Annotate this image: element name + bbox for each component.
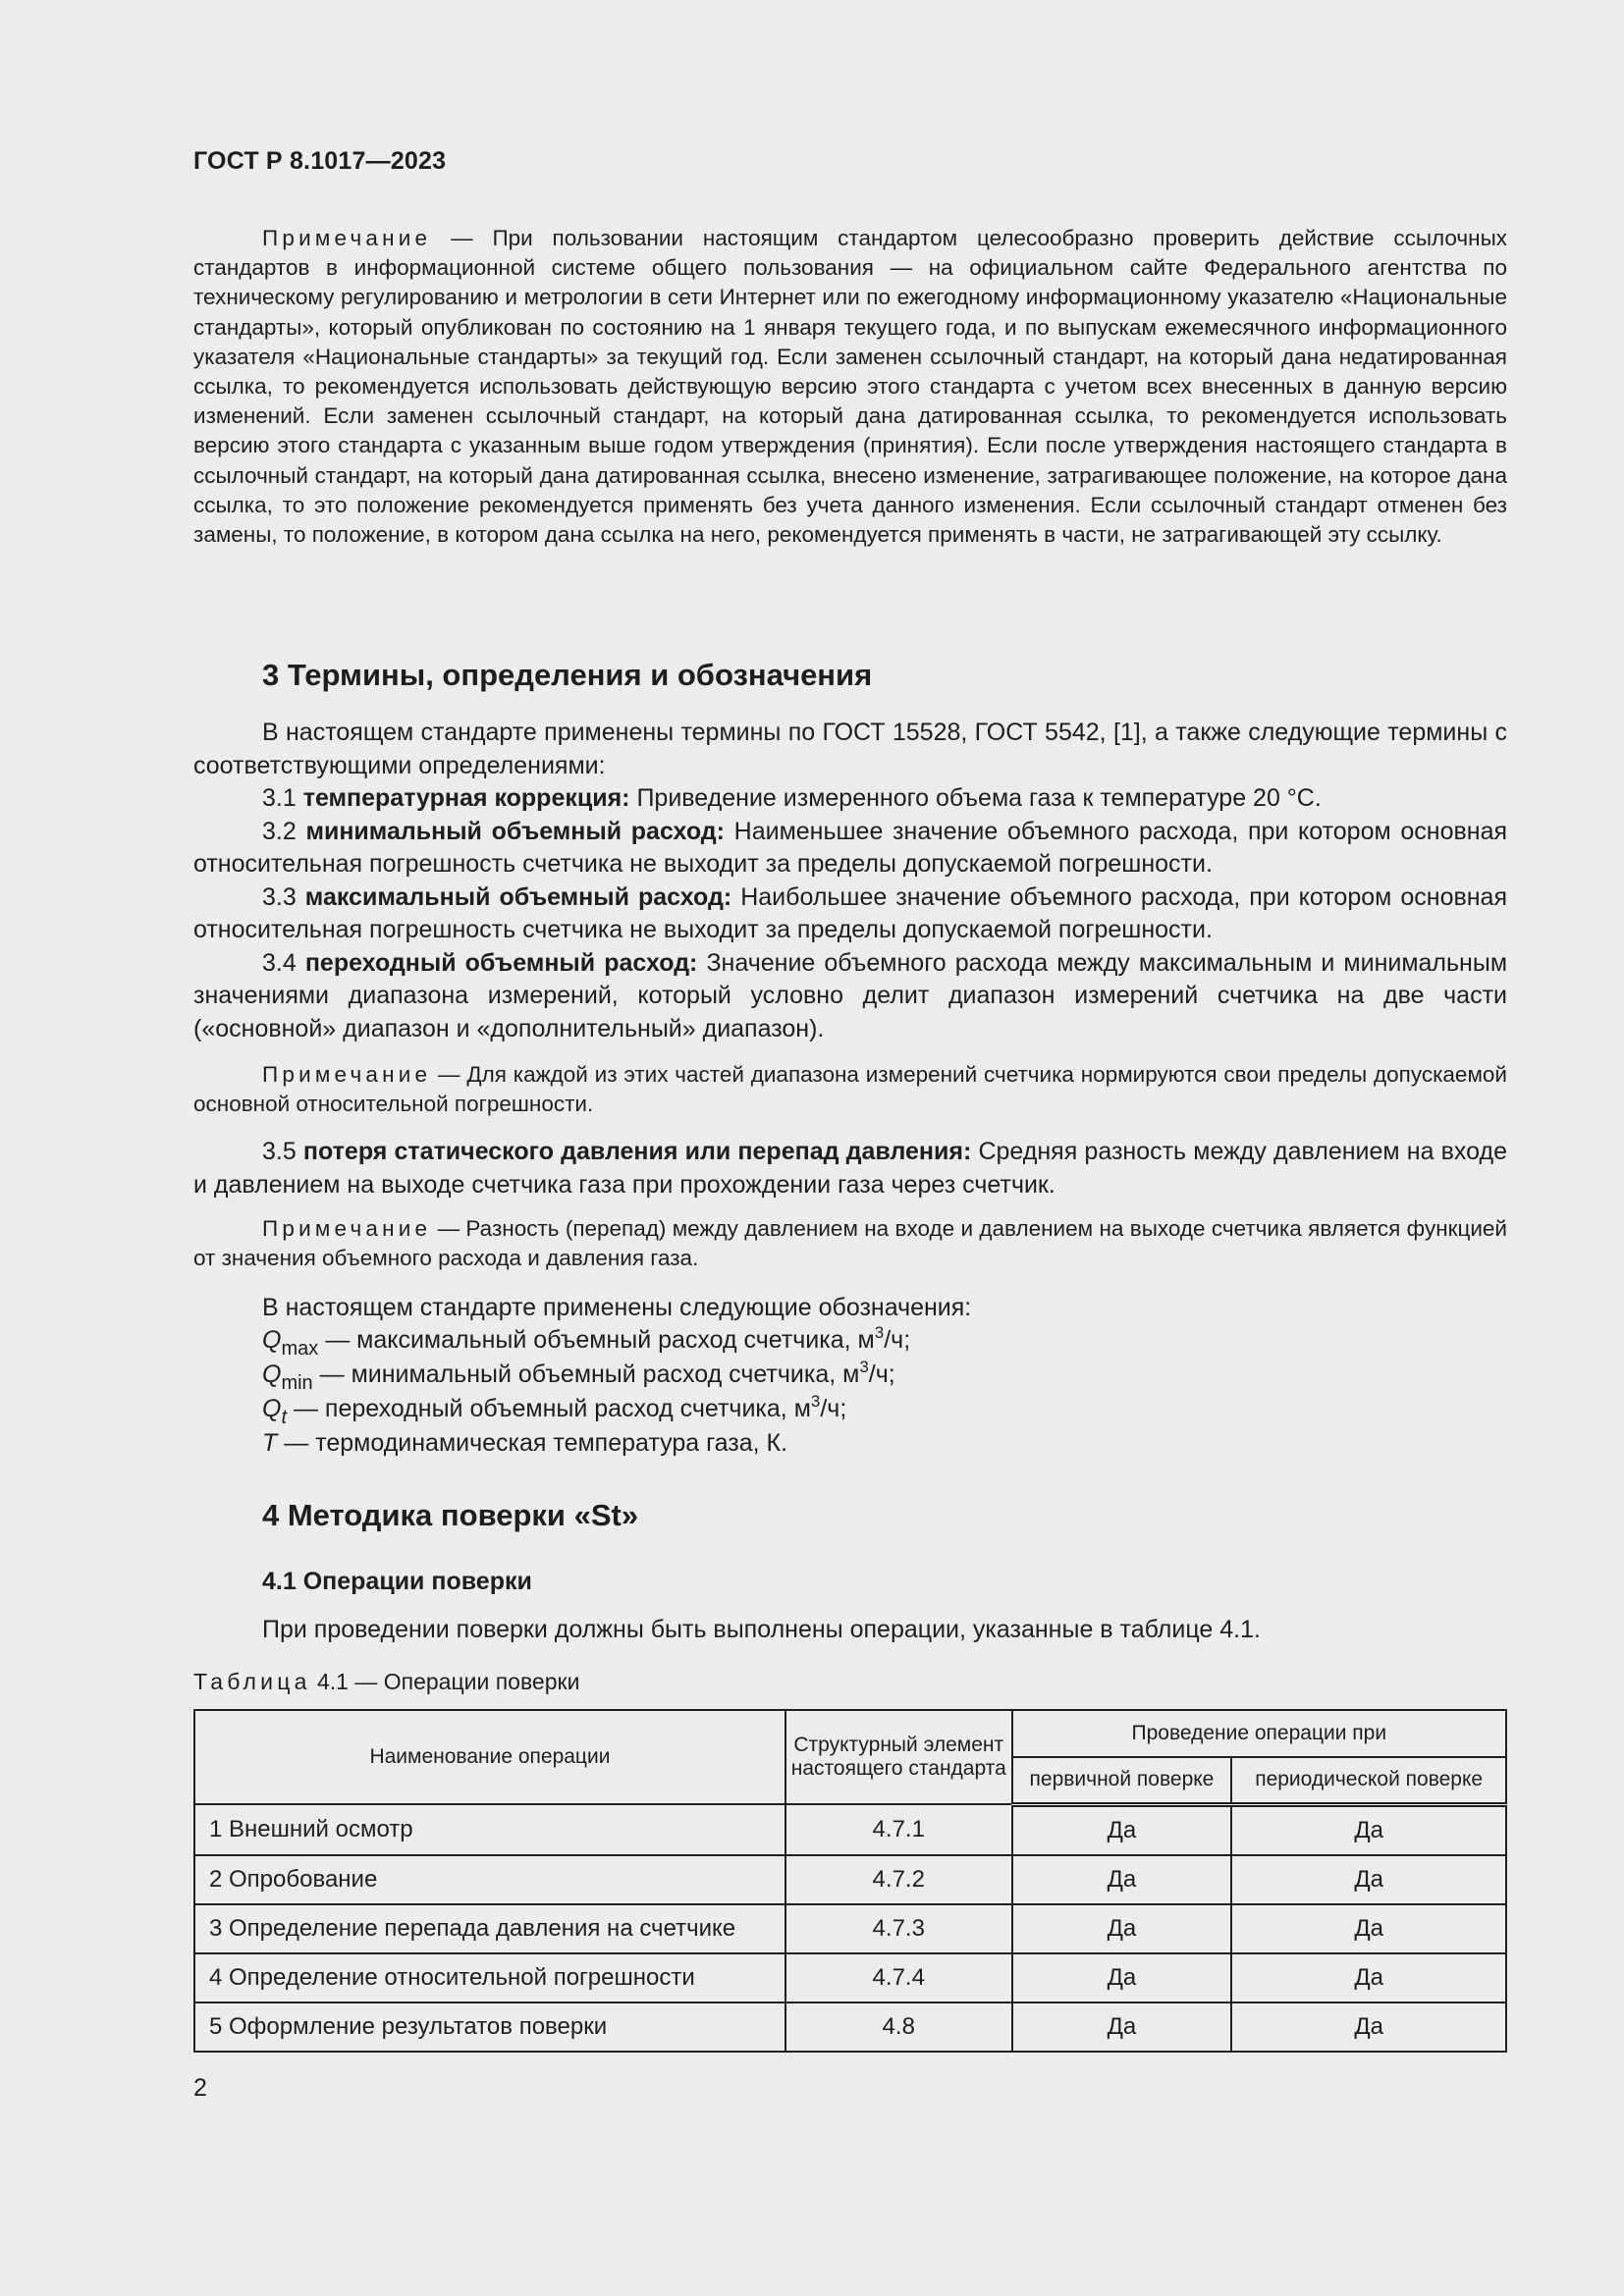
- cell-periodic: Да: [1231, 1904, 1506, 1953]
- note-text: — При пользовании настоящим стандартом целесообразно проверить действие ссылочных стандартов в информационной системе общего пользования — на официальном сайте Федерального агентства по техническому регулированию и метрологии в сети Интернет или по ежегодному информационному указателю «Национальные стандарты», который опубликован по состоянию на 1 января текущего года, и по выпускам ежемесячного информационного указателя «Национальные стандарты» за текущий год. Если заменен ссылочный стандарт, на который дана недатированная ссылка, то рекомендуется использовать действующую версию этого стандарта с учетом всех внесенных в данную версию изменений. Если заменен ссылочный стандарт, на который дана датированная ссылка, то рекомендуется использовать версию этого стандарта с указанным выше годом утверждения (принятия). Если после утверждения настоящего стандарта в ссылочный стандарт, на который дана датированная ссылка, внесено изменение, затрагивающее положение, на которое дана ссылка, то это положение рекомендуется применять без учета данного изменения. Если ссылочный стандарт отменен без замены, то положение, в котором дана ссылка на него, рекомендуется применять в части, не затрагивающей эту ссылку.: [193, 226, 1507, 548]
- note-text: — Для каждой из этих частей диапазона измерений счетчика нормируются свои пределы допускаемой основной относительной погрешности.: [193, 1062, 1507, 1117]
- term-name: максимальный объемный расход:: [304, 882, 732, 911]
- symbols-list: [262, 1292, 971, 1460]
- symbol-qmax: $Q_{max}$ — максимальный объемный расход счетчика, $м^3/ч$;: [262, 1323, 911, 1360]
- cell-element: 4.8: [785, 2002, 1012, 2052]
- cell-name: 1 Внешний осмотр: [194, 1804, 785, 1855]
- cell-name: 2 Опробование: [194, 1855, 785, 1904]
- section-4-title: 4 Методика поверки «St»: [262, 1498, 639, 1532]
- cell-element: 4.7.4: [785, 1953, 1012, 2002]
- term-definition: Значение объемного расхода между максимальным и минимальным значениями диапазона измерений, который условно делит диапазон измерений счетчика на две части («основной» диапазон и «дополнительный» диапазон).: [193, 948, 1508, 1042]
- term-name: температурная коррекция:: [302, 784, 630, 812]
- cell-element: 4.7.2: [785, 1855, 1012, 1904]
- symbols-intro: В настоящем стандарте применены следующие обозначения:: [262, 1294, 972, 1321]
- col-header-group: Проведение операции при: [1012, 1710, 1506, 1757]
- col-header-primary: первичной поверке: [1012, 1757, 1232, 1804]
- cell-periodic: Да: [1231, 1804, 1506, 1855]
- table-label: Таблица: [193, 1669, 311, 1694]
- term-3-2: [193, 816, 1507, 881]
- cell-periodic: Да: [1231, 2002, 1506, 2052]
- document-id-header: ГОСТ Р 8.1017—2023: [193, 147, 447, 175]
- subsection-4-1-title: 4.1 Операции поверки: [262, 1568, 532, 1595]
- cell-primary: Да: [1012, 1904, 1232, 1953]
- term-definition: Наименьшее значение объемного расхода, при котором основная относительная погрешность счетчика не выходит за пределы допускаемой погрешности.: [193, 817, 1508, 878]
- cell-periodic: Да: [1231, 1953, 1506, 2002]
- cell-name: 5 Оформление результатов поверки: [194, 2002, 785, 2052]
- note-3-5: [193, 1214, 1507, 1273]
- cell-periodic: Да: [1231, 1855, 1506, 1904]
- term-3-1: [193, 782, 1507, 816]
- symbol-t: T — термодинамическая температура газа, К.: [262, 1429, 788, 1457]
- cell-element: 4.7.1: [785, 1804, 1012, 1855]
- col-header-element: Структурный элемент настоящего стандарта: [785, 1710, 1012, 1804]
- term-definition: Наибольшее значение объемного расхода, при котором основная относительная погрешность счетчика не выходит за пределы допускаемой погрешности.: [193, 882, 1507, 943]
- note-3-4: [193, 1060, 1507, 1119]
- section-3-title: 3 Термины, определения и обозначения: [262, 658, 873, 692]
- symbol-qmin: $Q_{min}$ — минимальный объемный расход счетчика, $м^3/ч$;: [262, 1358, 895, 1394]
- term-3-4: [193, 947, 1507, 1046]
- term-name: потеря статического давления или перепад давления:: [302, 1138, 972, 1165]
- table-caption: [193, 1669, 579, 1695]
- table-row: [194, 1855, 1506, 1904]
- term-number: 3.1: [262, 784, 303, 812]
- term-name: минимальный объемный расход:: [305, 817, 725, 845]
- symbol-qt: $Q_t$ — переходный объемный расход счетчика, $м^3/ч$;: [262, 1392, 847, 1428]
- operations-table: [193, 1709, 1507, 2053]
- note-label: Примечание: [262, 226, 432, 250]
- cell-element: 4.7.3: [785, 1904, 1012, 1953]
- term-name: переходный объемный расход:: [304, 948, 698, 977]
- page-number: 2: [193, 2074, 207, 2102]
- term-number: 3.4: [262, 948, 305, 977]
- section-4-intro: При проведении поверки должны быть выполнены операции, указанные в таблице 4.1.: [262, 1616, 1261, 1643]
- section-3-body: [193, 717, 1507, 1045]
- note-text: — Разность (перепад) между давлением на входе и давлением на выходе счетчика является функцией от значения объемного расхода и давления газа.: [193, 1216, 1507, 1271]
- table-title: 4.1 — Операции поверки: [310, 1669, 580, 1694]
- term-number: 3.2: [262, 817, 306, 845]
- cell-name: 4 Определение относительной погрешности: [194, 1953, 785, 2002]
- term-definition: Приведение измеренного объема газа к температуре 20 °С.: [629, 784, 1322, 812]
- cell-primary: Да: [1012, 1804, 1232, 1855]
- term-3-3: [193, 881, 1507, 947]
- table-row: [194, 1904, 1506, 1953]
- table-row: [194, 1804, 1506, 1855]
- term-definition: Средняя разность между давлением на входе и давлением на выходе счетчика газа при прохождении газа через счетчик.: [193, 1138, 1507, 1199]
- cell-name: 3 Определение перепада давления на счетчике: [194, 1904, 785, 1953]
- term-3-5: [193, 1136, 1507, 1201]
- section-3-intro: В настоящем стандарте применены термины по ГОСТ 15528, ГОСТ 5542, [1], а также следующие термины с соответствующими определениями:: [193, 719, 1507, 779]
- col-header-name: Наименование операции: [194, 1710, 785, 1804]
- term-3-5-block: [193, 1136, 1507, 1201]
- note-label: Примечание: [262, 1062, 432, 1087]
- col-header-periodic: периодической поверке: [1231, 1757, 1506, 1804]
- cell-primary: Да: [1012, 2002, 1232, 2052]
- cell-primary: Да: [1012, 1953, 1232, 2002]
- term-number: 3.3: [262, 882, 305, 911]
- term-number: 3.5: [262, 1138, 303, 1165]
- note-label: Примечание: [262, 1216, 432, 1241]
- note-references: [193, 224, 1507, 550]
- table-row: [194, 2002, 1506, 2052]
- cell-primary: Да: [1012, 1855, 1232, 1904]
- table-row: [194, 1953, 1506, 2002]
